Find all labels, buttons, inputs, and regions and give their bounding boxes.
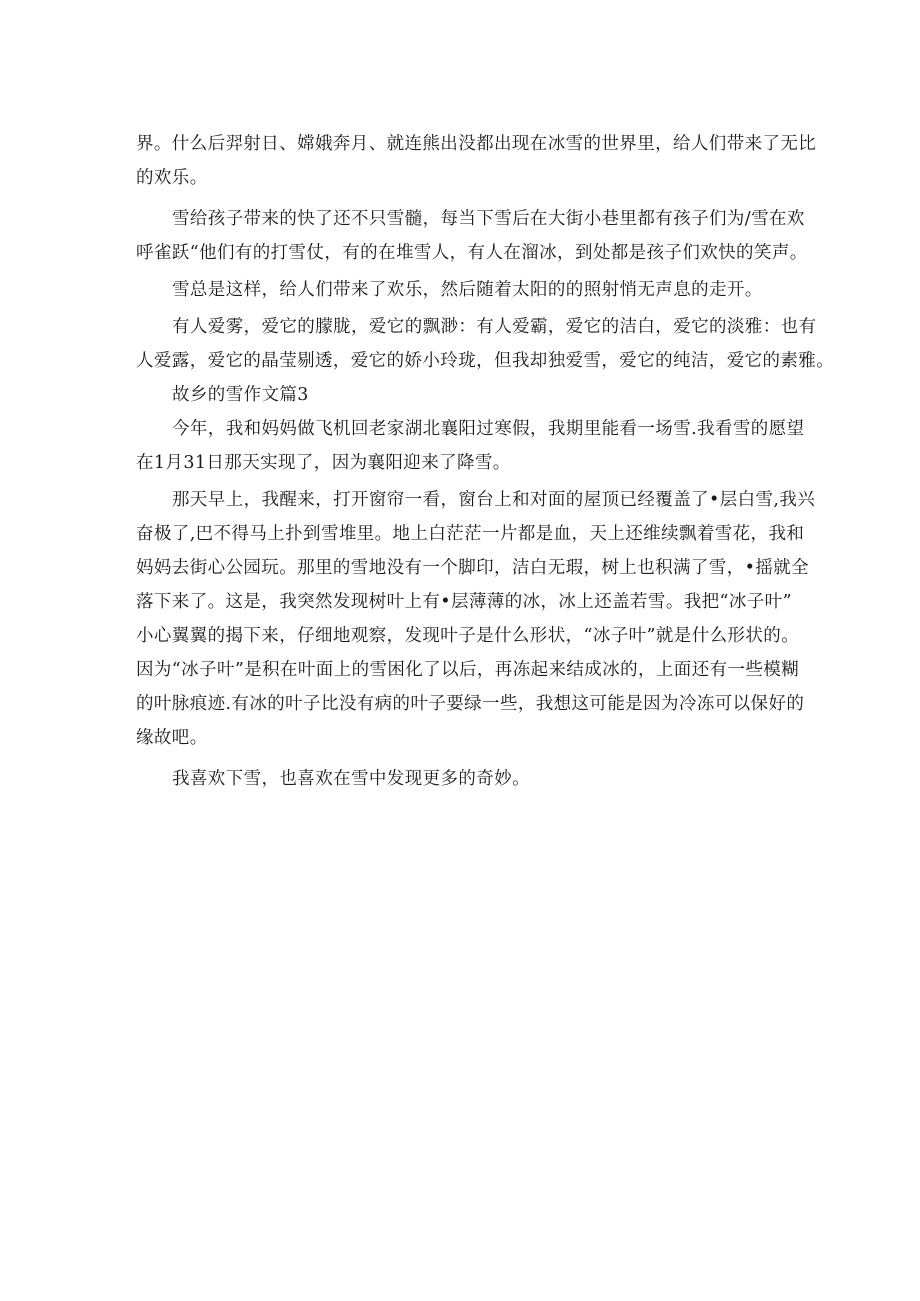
paragraph-children-joy	[136, 202, 808, 270]
text-line: 呼雀跃“他们有的打雪仗，有的在堆雪人，有人在溜冰，到处都是孩子们欢快的笑声。	[136, 243, 808, 263]
text-line: 缘故吧。	[136, 728, 208, 748]
paragraph-morning-snow	[136, 483, 816, 755]
paragraph-snow-world	[136, 127, 817, 195]
text-line: 在1月31日那天实现了，因为襄阳迎来了降雪。	[136, 453, 511, 473]
text-line: 那天早上，我醒来，打开窗帘一看，窗台上和对面的屋顶已经覆盖了•层白雪,我兴	[172, 490, 816, 510]
text-line: 妈妈去街心公园玩。那里的雪地没有一个脚印，洁白无瑕，树上也积满了雪，•摇就全	[136, 558, 810, 578]
text-line: 人爱露，爱它的晶莹剔透，爱它的娇小玲珑，但我却独爱雪，爱它的纯洁，爱它的素雅。	[136, 351, 835, 371]
text-line: 小心翼翼的揭下来，仔细地观察，发现叶子是什么形状，“冰子叶”就是什么形状的。	[136, 626, 800, 646]
section-heading	[136, 378, 786, 412]
text-line: 落下来了。这是，我突然发现树叶上有•层薄薄的冰，冰上还盖若雪。我把“冰子叶”	[136, 592, 792, 612]
text-line: 我喜欢下雪，也喜欢在雪中发现更多的奇妙。	[172, 769, 530, 789]
paragraph-conclusion	[136, 762, 786, 796]
section-title: 故乡的雪作文篇3	[172, 385, 309, 405]
text-line: 雪总是这样，给人们带来了欢乐，然后随着太阳的的照射悄无声息的走开。	[172, 280, 763, 300]
text-line: 的欢乐。	[136, 168, 208, 188]
paragraph-snow-leaves	[136, 273, 786, 307]
text-line: 雪给孩子带来的快了还不只雪髓，每当下雪后在大街小巷里都有孩子们为/雪在欢	[172, 209, 805, 229]
document-page	[136, 127, 835, 796]
text-line: 因为“冰子叶”是积在叶面上的雪困化了以后，再冻起来结成冰的，上面还有一些模糊	[136, 660, 800, 680]
text-line: 界。什么后羿射日、嫦娥奔月、就连熊出没都出现在冰雪的世界里，给人们带来了无比	[136, 134, 817, 154]
text-line: 今年，我和妈妈做飞机回老家湖北襄阳过寒假，我期里能看一场雪.我看雪的愿望	[172, 419, 805, 439]
text-line: 的叶脉痕迹.有冰的叶子比没有病的叶子要绿一些，我想这可能是因为冷冻可以保好的	[136, 694, 805, 714]
text-line: 奋极了,巴不得马上扑到雪堆里。地上白茫茫一片都是血，天上还维续飘着雪花，我和	[136, 524, 805, 544]
paragraph-winter-trip	[136, 412, 805, 480]
paragraph-love-snow	[136, 310, 835, 378]
text-line: 有人爱雾，爱它的朦胧，爱它的飘渺：有人爱霸，爱它的洁白，爱它的淡雅：也有	[172, 317, 817, 337]
